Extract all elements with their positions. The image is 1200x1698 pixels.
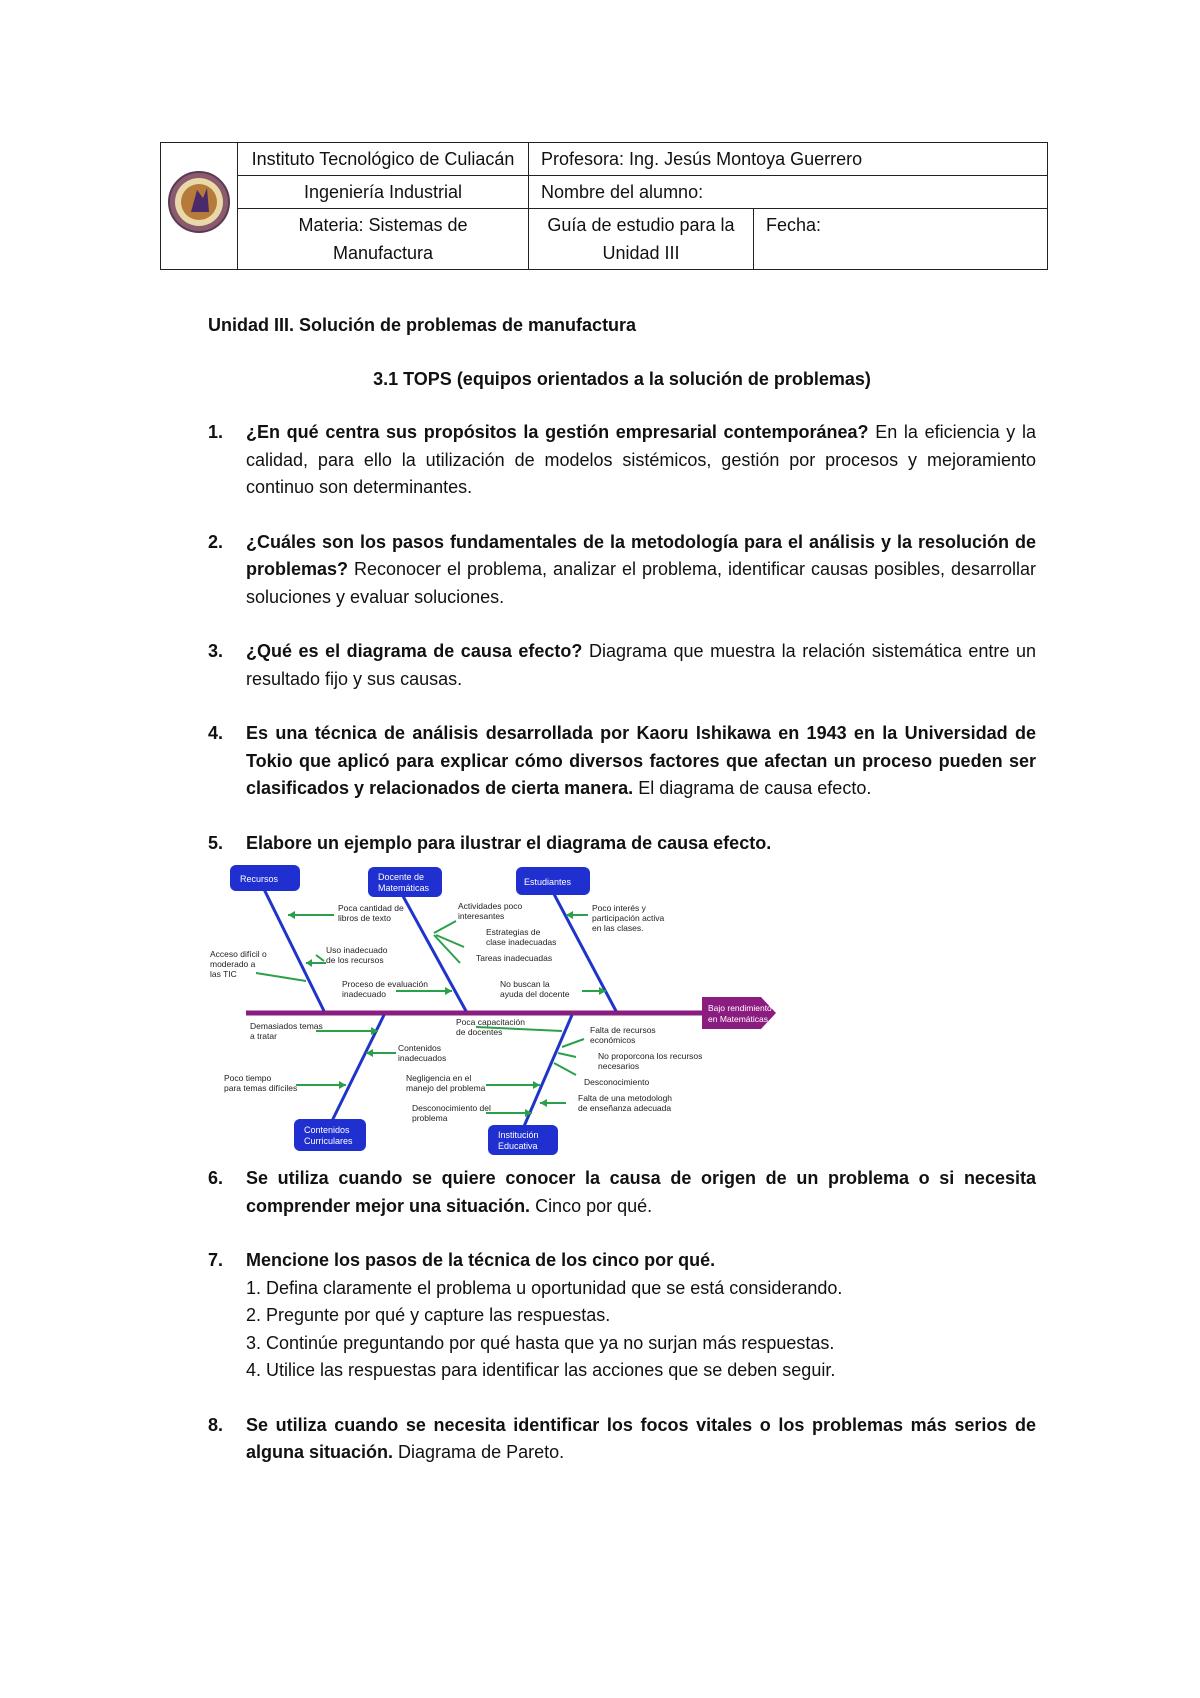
category-label: Contenidos (304, 1125, 350, 1135)
effect-head (702, 997, 776, 1029)
cause-label: Tareas inadecuadas (476, 953, 553, 963)
answer-text: En la eficiencia y la calidad, para ello la utilización de modelos sistémicos, gestión por procesos y mejoramiento continuo son determinantes. (246, 422, 1036, 497)
step-item: 4. Utilice las respuestas para identificar las acciones que se deben seguir. (246, 1360, 836, 1380)
document-body (208, 312, 1036, 1494)
cause-label: Negligencia en el (406, 1073, 472, 1083)
cause-label: No proporcona los recursos (598, 1051, 703, 1061)
question-number: 7. (208, 1250, 224, 1270)
question-text: Se utiliza cuando se necesita identificar los focos vitales o los problemas más serios de alguna situación. (246, 1414, 1036, 1462)
cause-label: Proceso de evaluación (342, 979, 429, 989)
cause-label: Contenidos (398, 1043, 442, 1053)
date-label: Fecha: (754, 209, 1048, 270)
fishbone-diagram (206, 863, 786, 1159)
cause-label: Poco tiempo (224, 1073, 272, 1083)
bone-recursos (258, 877, 324, 1011)
cause-label: Acceso difícil o (210, 949, 267, 959)
category-box (294, 1119, 366, 1151)
question-text: ¿Cuáles son los pasos fundamentales de la metodología para el análisis y la resolución de problemas? (246, 531, 1036, 579)
question-number: 5. (208, 832, 224, 853)
section-title: 3.1 TOPS (equipos orientados a la solución de problemas) (373, 368, 871, 389)
cause-label: a tratar (250, 1031, 277, 1041)
question-text: ¿En qué centra sus propósitos la gestión empresarial contemporánea? (246, 422, 869, 442)
subject-name: Materia: Sistemas de Manufactura (238, 209, 529, 270)
student-name-label: Nombre del alumno: (529, 176, 1048, 209)
cause-label: clase inadecuadas (486, 937, 557, 947)
cause-label: Poca cantidad de (338, 903, 404, 913)
category-label: Institución (498, 1130, 539, 1140)
cause-label: Uso inadecuado (326, 945, 388, 955)
cause-label: económicos (590, 1035, 636, 1045)
question-item (208, 830, 1036, 1160)
cause-label: de enseñanza adecuada (578, 1103, 672, 1113)
question-number: 2. (208, 531, 224, 552)
guide-title: Guía de estudio para la Unidad III (529, 209, 754, 270)
cause-label: Actividades poco (458, 901, 523, 911)
cause-label: de los recursos (326, 955, 384, 965)
question-number: 4. (208, 723, 224, 743)
cause-label: Demasiados temas (250, 1021, 323, 1031)
cause-label: participación activa (592, 913, 665, 923)
cause-label: moderado a (210, 959, 256, 969)
category-label: Estudiantes (524, 877, 572, 887)
question-text: Se utiliza cuando se quiere conocer la causa de origen de un problema o si necesita comprender mejor una situación. (246, 1168, 1036, 1216)
answer-text: Diagrama de Pareto. (393, 1442, 565, 1462)
cause-label: inadecuado (342, 989, 386, 999)
cause-label: inadecuados (398, 1053, 447, 1063)
question-item (208, 1247, 1036, 1385)
teacher-name: Profesora: Ing. Jesús Montoya Guerrero (529, 143, 1048, 176)
unit-title: Unidad III. Solución de problemas de manufactura (208, 315, 637, 335)
cause-label: Estrategias de (486, 927, 541, 937)
category-label: Educativa (498, 1141, 538, 1151)
question-text: ¿Qué es el diagrama de causa efecto? (246, 641, 583, 661)
cause-label: interesantes (458, 911, 505, 921)
effect-label: en Matemáticas (708, 1014, 768, 1024)
program-name: Ingeniería Industrial (238, 176, 529, 209)
header-table (160, 142, 1048, 270)
cause-label: las TIC (210, 969, 237, 979)
effect-label: Bajo rendimiento (708, 1003, 772, 1013)
step-item: 1. Defina claramente el problema u oportunidad que se está considerando. (246, 1277, 843, 1298)
question-list (208, 419, 1036, 1467)
answer-text: Cinco por qué. (530, 1195, 653, 1216)
cause-label: necesarios (598, 1061, 640, 1071)
institution-name: Instituto Tecnológico de Culiacán (238, 143, 529, 176)
answer-text: El diagrama de causa efecto. (633, 778, 872, 798)
cause-label: ayuda del docente (500, 989, 570, 999)
question-item (208, 720, 1036, 803)
question-item (208, 529, 1036, 612)
cause-label: Desconocimiento (584, 1077, 650, 1087)
question-number: 1. (208, 422, 224, 442)
cause-label: Falta de una metodologh (578, 1093, 673, 1103)
logo-seal-icon (167, 170, 231, 234)
cause-label: Poca capacitación (456, 1017, 525, 1027)
cause-label: Falta de recursos (590, 1025, 656, 1035)
answer-text: Diagrama que muestra la relación sistemática entre un resultado fijo y sus causas. (246, 641, 1036, 689)
category-label: Matemáticas (378, 883, 430, 893)
cause-label: para temas difíciles (224, 1083, 298, 1093)
cause-label: libros de texto (338, 913, 391, 923)
category-label: Docente de (378, 872, 425, 882)
question-text: Elabore un ejemplo para ilustrar el diagrama de causa efecto. (246, 832, 772, 853)
question-item (208, 1165, 1036, 1220)
category-label: Recursos (240, 874, 279, 884)
cause-label: problema (412, 1113, 448, 1123)
bone-docente (398, 887, 466, 1011)
cause-label: Poco interés y (592, 903, 646, 913)
five-whys-steps (246, 1275, 1036, 1385)
cause-label: Desconocimiento del (412, 1103, 491, 1113)
cause-label: No buscan la (500, 979, 550, 989)
step-item: 2. Pregunte por qué y capture las respuestas. (246, 1305, 611, 1325)
question-text: Mencione los pasos de la técnica de los cinco por qué. (246, 1250, 716, 1270)
cause-label: manejo del problema (406, 1083, 486, 1093)
question-item (208, 638, 1036, 693)
question-number: 6. (208, 1168, 224, 1188)
cause-label: en las clases. (592, 923, 644, 933)
step-item: 3. Continúe preguntando por qué hasta que ya no surjan más respuestas. (246, 1332, 835, 1353)
question-item (208, 1412, 1036, 1467)
category-label: Curriculares (304, 1136, 353, 1146)
question-number: 3. (208, 641, 224, 661)
answer-text: Reconocer el problema, analizar el problema, identificar causas posibles, desarrollar soluciones y evaluar soluciones. (246, 559, 1036, 607)
question-text: Es una técnica de análisis desarrollada por Kaoru Ishikawa en 1943 en la Universidad de Tokio que aplicó para explicar cómo diversos factores que afectan un proceso pueden ser clasificados y relacionados de cierta manera. (246, 723, 1036, 798)
institution-logo (161, 143, 238, 270)
question-item (208, 419, 1036, 502)
question-number: 8. (208, 1414, 224, 1435)
cause-label: de docentes (456, 1027, 503, 1037)
